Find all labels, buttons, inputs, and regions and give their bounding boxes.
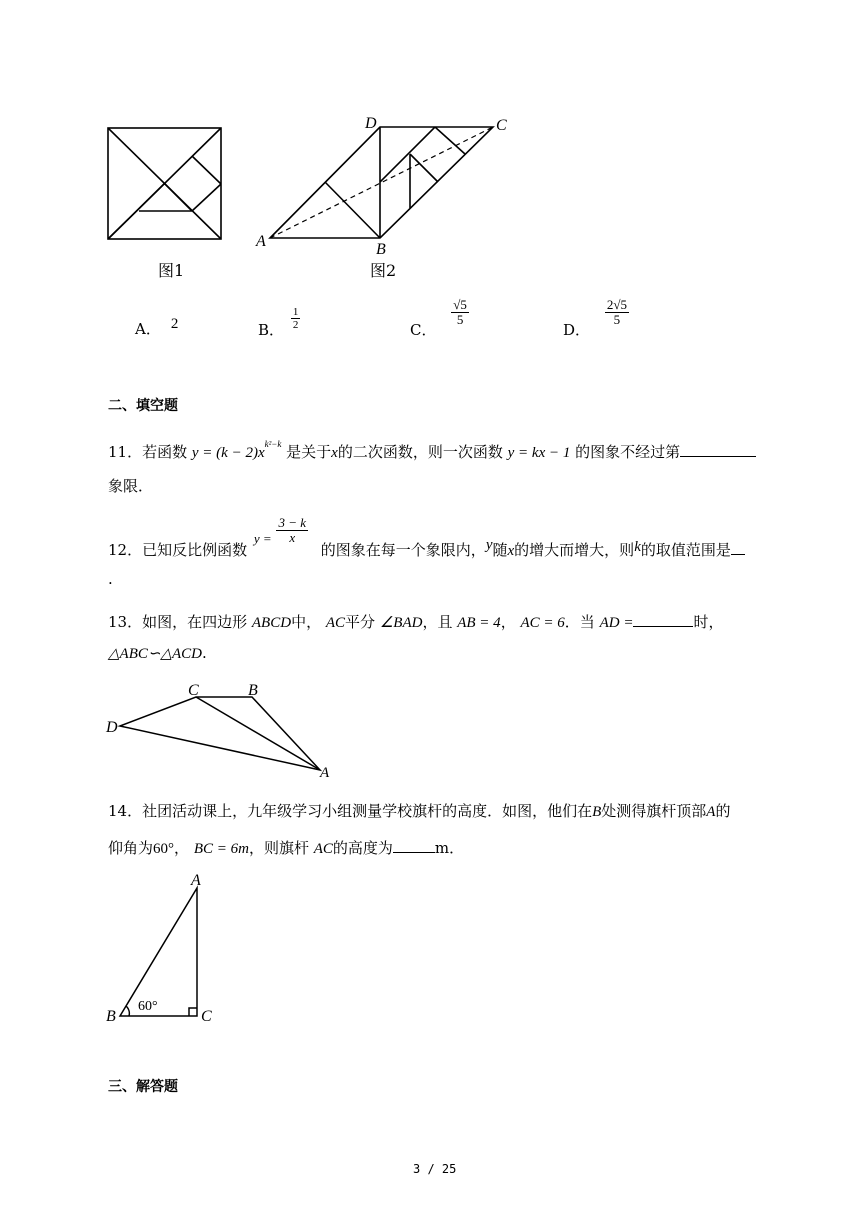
q11-exponent: k²−k (264, 439, 282, 449)
option-b-fraction: $\frac{1}{2}$ (292, 306, 299, 332)
figure-q14-triangle (100, 868, 230, 1028)
option-d-fraction: $\frac{2√5}{5}$ (606, 297, 627, 328)
fig2-label-d: D (365, 115, 377, 132)
option-c: C． $\frac{√5}{5}$ (410, 297, 467, 339)
q11-formula-1: y = (k − 2)x (191, 445, 265, 461)
option-a-value: 2 (170, 316, 179, 332)
q13-label-c: C (188, 682, 199, 699)
option-b: B． $\frac{1}{2}$ (258, 306, 299, 339)
option-d: D． $\frac{2√5}{5}$ (563, 297, 627, 339)
q13-label-b: B (248, 682, 258, 699)
question-12-line-2: . (108, 570, 113, 588)
question-14-line-2: 仰角为60°， BC = 6m，则旗杆 AC的高度为 m． (108, 836, 464, 858)
q12-answer-blank[interactable] (731, 538, 745, 555)
question-11-line-2: 象限． (108, 477, 154, 495)
q13-answer-blank[interactable] (633, 610, 693, 627)
question-13: 13．如图，在四边形 ABCD中， AC平分 ∠BAD，且 AB = 4， AC = 6．当 AD = 时， (108, 610, 723, 632)
section-3-heading: 三、解答题 (108, 1079, 178, 1095)
q11-formula-2: y = kx − 1 (507, 445, 571, 461)
q13-label-d: D (106, 719, 118, 736)
q11-answer-blank[interactable] (680, 440, 756, 457)
figure-2-parallelogram (250, 112, 520, 257)
question-12: 12．已知反比例函数 y = $\frac{3 - k}{x}$ 的图象在每一个象限内，y随x的增大而增大，则k的取值范围是 (108, 512, 745, 562)
fig2-label-a: A (256, 233, 266, 250)
q12-y-equals: y = (253, 530, 272, 546)
question-13-line-2: △ABC∽△ACD. (108, 644, 207, 662)
page-number: 3 / 25 (413, 1162, 457, 1176)
q13-label-a: A (320, 765, 330, 780)
fig2-label-c: C (496, 117, 507, 134)
question-14: 14．社团活动课上，九年级学习小组测量学校旗杆的高度．如图，他们在B处测得旗杆顶部A的 (108, 802, 731, 820)
q14-label-c: C (201, 1008, 212, 1025)
q14-angle-label: 60° (138, 999, 158, 1014)
option-c-fraction: $\frac{√5}{5}$ (453, 297, 467, 328)
q14-answer-blank[interactable] (393, 836, 435, 853)
section-2-heading: 二、填空题 (108, 398, 178, 414)
q14-label-b: B (106, 1008, 116, 1025)
question-11: 11．若函数 $y = (k - 2)x^{k^2-k}$ 是关于x的二次函数，则一次函数 y = kx − 1 的图象不经过第 (108, 440, 756, 462)
figure-1-caption: 图1 (158, 261, 185, 280)
figure-q13-quadrilateral (100, 678, 340, 780)
option-a: A． 2 (135, 316, 179, 338)
figure-2-caption: 图2 (370, 261, 397, 280)
fig2-label-b: B (376, 241, 386, 257)
figure-1-tangram (106, 126, 224, 241)
q12-fraction: $\frac{3 - k}{x}$ (278, 515, 307, 546)
q14-label-a: A (191, 872, 201, 889)
